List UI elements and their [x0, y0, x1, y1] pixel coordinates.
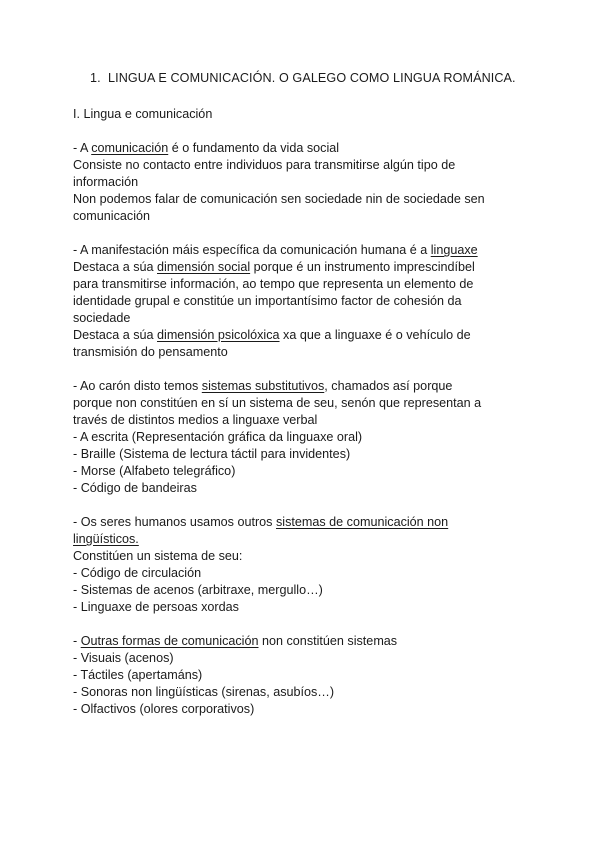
list-item: - Táctiles (apertamáns): [73, 668, 203, 682]
list-item: - Linguaxe de persoas xordas: [73, 600, 239, 614]
term-linguaxe: linguaxe: [430, 243, 478, 257]
section-heading: I. Lingua e comunicación: [73, 107, 213, 121]
list-item: - A escrita (Representación gráfica da linguaxe oral): [73, 430, 363, 444]
term-comunicacion: comunicación: [91, 141, 169, 155]
list-item: - Braille (Sistema de lectura táctil para invidentes): [73, 447, 351, 461]
paragraph-comunicacion: - A comunicación é o fundamento da vida social Consiste no contacto entre individuos para transmitirse algún tipo de información Non podemos falar de comunicación sen sociedade nin de sociedade sen comunicación: [73, 141, 485, 223]
list-item: - Sistemas de acenos (arbitraxe, mergullo…): [73, 583, 323, 597]
list-item: - Visuais (acenos): [73, 651, 174, 665]
title-number: 1.: [90, 71, 101, 85]
document-title: [90, 70, 533, 87]
list-item: - Código de bandeiras: [73, 481, 197, 495]
title-text: LINGUA E COMUNICACIÓN. O GALEGO COMO LINGUA ROMÁNICA.: [108, 71, 516, 85]
paragraph-outras-formas: - Outras formas de comunicación non constitúen sistemas - Visuais (acenos) - Táctiles (apertamáns) - Sonoras non lingüísticas (sirenas, asubíos…) - Olfactivos (olores corporativos): [73, 633, 533, 718]
paragraph-sistemas-non-linguisticos: - Os seres humanos usamos outros sistemas de comunicación non lingüísticos. Constitúen un sistema de seu: - Código de circulación - Sistemas de acenos (arbitraxe, mergullo…) - Linguaxe de persoas xordas: [73, 514, 533, 616]
document-page: [73, 70, 533, 718]
term-linguisticos: lingüísticos.: [73, 532, 139, 546]
list-item: - Olfactivos (olores corporativos): [73, 702, 255, 716]
list-item: - Morse (Alfabeto telegráfico): [73, 464, 236, 478]
term-sistemas-non-linguisticos: sistemas de comunicación non: [275, 515, 449, 529]
list-item: - Código de circulación: [73, 566, 202, 580]
term-dimension-psicoloxica: dimensión psicolóxica: [157, 328, 280, 342]
term-outras-formas: Outras formas de comunicación: [80, 634, 259, 648]
term-sistemas-substitutivos: sistemas substitutivos: [201, 379, 325, 393]
term-dimension-social: dimensión social: [157, 260, 251, 274]
paragraph-linguaxe: - A manifestación máis específica da comunicación humana é a linguaxe Destaca a súa dimensión social porque é un instrumento imprescindíbel para transmitirse información, ao tempo que representa un elemento de identidade grupal e constitúe un importantísimo factor de cohesión da sociedade Destaca a súa dimensión psicolóxica xa que a linguaxe é o vehículo de transmisión do pensamento: [73, 243, 478, 359]
paragraph-sistemas-substitutivos: - Ao carón disto temos sistemas substitutivos, chamados así porque porque non constitúen en sí un sistema de seu, senón que representan a través de distintos medios a linguaxe verbal - A escrita (Representación gráfica da linguaxe oral) - Braille (Sistema de lectura táctil para invidentes) - Morse (Alfabeto telegráfico) - Código de bandeiras: [73, 378, 533, 497]
list-item: - Sonoras non lingüísticas (sirenas, asubíos…): [73, 685, 335, 699]
